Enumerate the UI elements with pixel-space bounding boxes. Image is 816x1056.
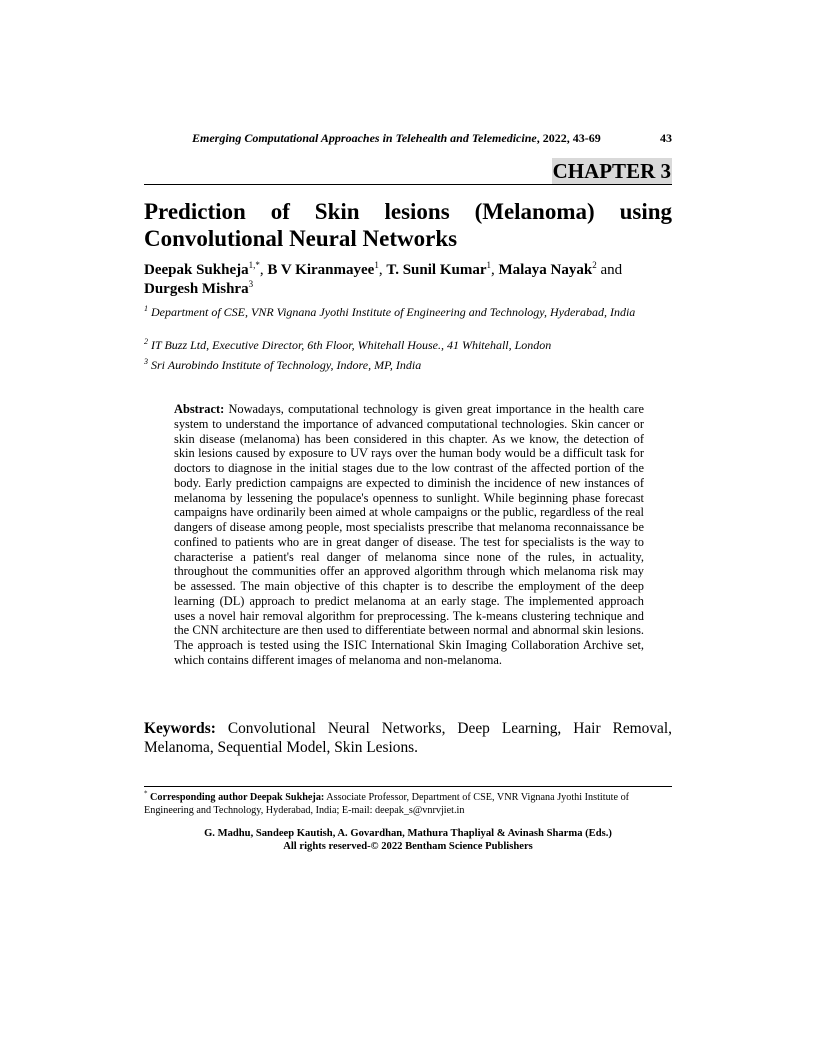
- author-list: Deepak Sukheja$^{1,*}$, B V Kiranmayee$^1$, T. Sunil Kumar$^1$, Malaya Nayak$^2$ and Durgesh Mishra$^3$: [144, 260, 623, 297]
- author-affiliation-marker: 1: [374, 260, 379, 270]
- abstract-text: Nowadays, computational technology is given great importance in the health care system to understand the importance of advanced computational technologies. Skin cancer or skin disease (melanoma) has been considered in this chapter. As we know, the detection of skin lesions caused by exposure to UV rays over the human body would be a difficult task for doctors to diagnose in the initial stages due to the low contrast of the affected portion of the body. Early prediction campaigns are expected to diminish the incidence of new instances of melanoma by lessening the populace's openness to sunlight. While beginning phase forecast campaigns have ordinarily been aimed at whole campaigns or the public, regardless of the real dangers of disease among people, most specialists prescribe that melanoma reconnaissance be confined to patients who are in great danger of disease. The test for specialists is the way to characterise a patient's real danger of melanoma since none of the rules, in actuality, throughout the communities offer an approved algorithm through which melanoma risk may be assessed. The main objective of this chapter is to describe the employment of the deep learning (DL) approach to predict melanoma at an early stage. The implemented approach uses a novel hair removal algorithm for preprocessing. The k-means clustering technique and the CNN architecture are then used to differentiate between normal and abnormal skin lesions. The approach is tested using the ISIC International Skin Imaging Collaboration Archive set, which contains different images of melanoma and non-melanoma.: [174, 402, 644, 667]
- affiliation-text: IT Buzz Ltd, Executive Director, 6th Floor, Whitehall House., 41 Whitehall, London: [151, 338, 552, 352]
- author-name: Malaya Nayak: [498, 262, 593, 278]
- journal-details: , 2022, 43-69: [536, 131, 601, 145]
- journal-title: Emerging Computational Approaches in Telehealth and Telemedicine: [192, 131, 537, 145]
- affiliation-marker: 1: [144, 304, 148, 313]
- author-affiliation-marker: 1: [486, 260, 491, 270]
- footnote-marker: *: [144, 789, 148, 798]
- author-affiliation-marker: 3: [248, 279, 254, 289]
- author-name: Deepak Sukheja: [144, 262, 249, 278]
- affiliation-marker: 3: [144, 357, 148, 366]
- affiliation: [144, 358, 672, 373]
- affiliation: [144, 305, 672, 320]
- abstract: [174, 402, 644, 668]
- author-name: B V Kiranmayee: [267, 262, 375, 278]
- keywords-label: Keywords:: [144, 720, 216, 737]
- affiliation-text: Sri Aurobindo Institute of Technology, Indore, MP, India: [151, 358, 422, 372]
- editors-line: G. Madhu, Sandeep Kautish, A. Govardhan, Mathura Thapliyal & Avinash Sharma (Eds.): [204, 828, 612, 839]
- chapter-label: CHAPTER 3: [552, 159, 671, 183]
- chapter-bar: [144, 158, 672, 185]
- affiliation-marker: 2: [144, 337, 148, 346]
- author-affiliation-marker: 2: [592, 260, 597, 270]
- abstract-label: Abstract:: [174, 402, 225, 416]
- corresponding-author-footnote: [144, 791, 672, 817]
- footnote-label: Corresponding author Deepak Sukheja:: [150, 792, 325, 803]
- author-name: T. Sunil Kumar: [386, 262, 487, 278]
- author-name: Durgesh Mishra: [144, 281, 249, 297]
- keywords-text: Convolutional Neural Networks, Deep Learning, Hair Removal, Melanoma, Sequential Model, Skin Lesions.: [144, 720, 672, 756]
- footnote-divider: [144, 786, 672, 787]
- footnote-text: Associate Professor, Department of CSE, VNR Vignana Jyothi Institute of Engineering and Technology, Hyderabad, India; E-mail: deepak_s@vnrvjiet.in: [144, 792, 630, 816]
- paper-title: Prediction of Skin lesions (Melanoma) using Convolutional Neural Networks: [144, 199, 672, 251]
- author-affiliation-marker: 1,*: [248, 260, 260, 270]
- page-number: 43: [660, 131, 672, 145]
- rights-line: All rights reserved-© 2022 Bentham Science Publishers: [283, 841, 533, 852]
- publisher-footer: [144, 827, 672, 853]
- affiliation: [144, 338, 672, 353]
- keywords: [144, 719, 672, 757]
- affiliation-text: Department of CSE, VNR Vignana Jyothi Institute of Engineering and Technology, Hyderabad, India: [151, 305, 636, 319]
